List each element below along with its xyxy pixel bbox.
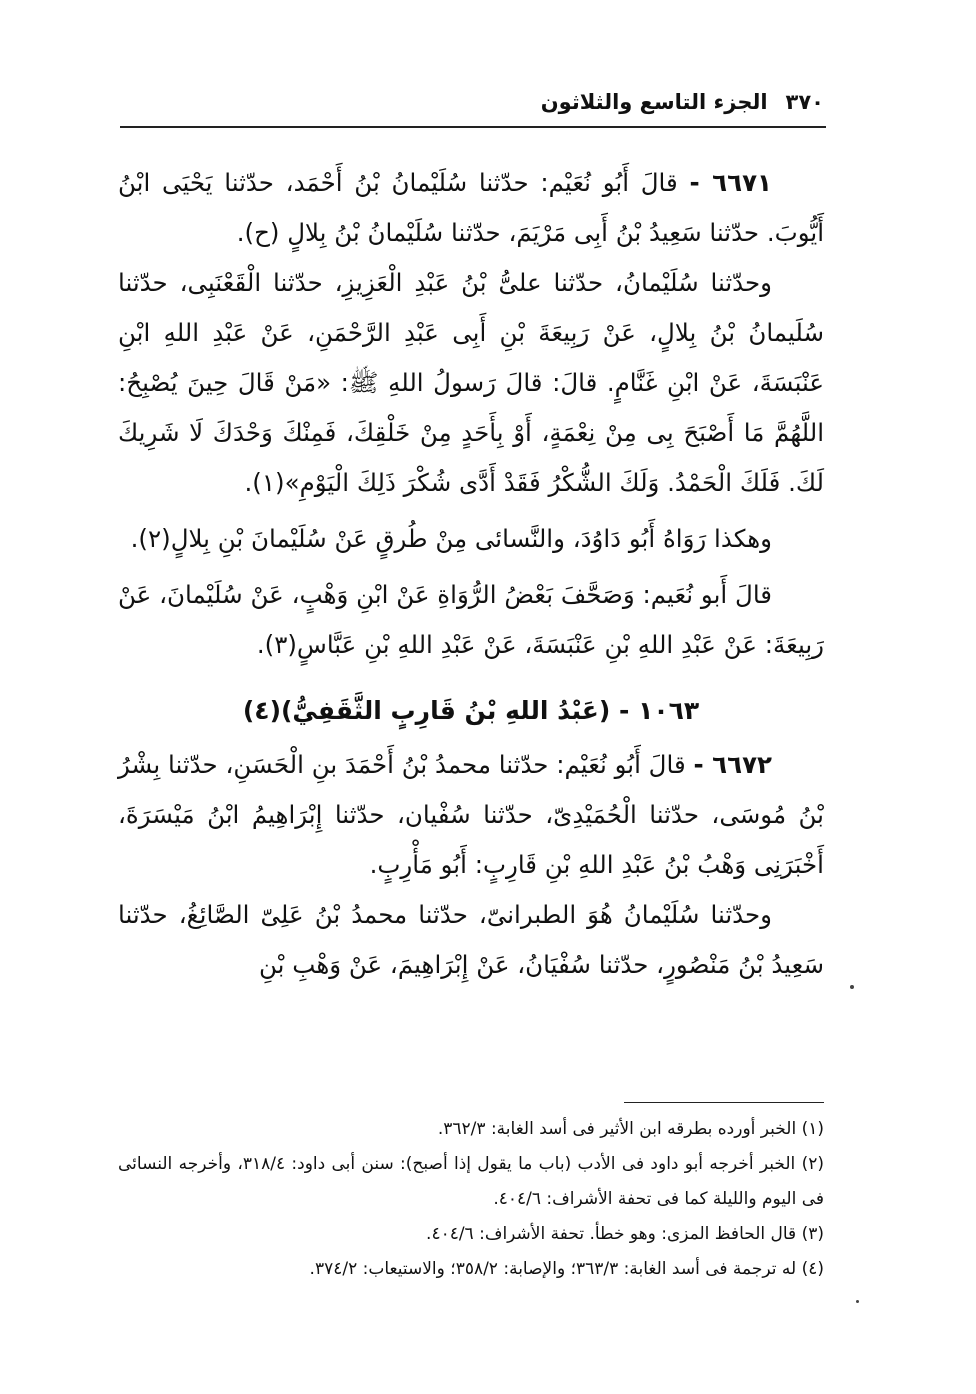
- footnote: (٣) قال الحافظ المزى: وهو خطأ. تحفة الأشراف: ٤٠٤/٦.: [426, 1224, 824, 1244]
- hadith-text: قالَ أَبُو نُعَيْم: حدّثنا سُلَيْمانُ بْنُ أَحْمَد، حدّثنا يَحْيَى ابْنُ أَيُّوبَ. حدّثنا سَعِيدُ بْنُ أَبِى مَرْيَمَ، حدّثنا سُلَيْمانُ بْنُ بِلالٍ (ح).: [118, 168, 824, 247]
- part-title: الجزء التاسع والثلاثون: [540, 90, 768, 114]
- comment-paragraph: قالَ أَبو نُعَيم: وَصَحَّفَ بَعْضُ الرُّوَاةِ عَنْ ابْنِ وَهْبٍ، عَنْ سُلَيْمانَ، عَنْ رَبِيعَةَ: عَنْ عَبْدِ اللهِ بْنِ عَنْبَسَةَ، عَنْ عَبْدِ اللهِ بْنِ عَبَّاسٍ(٣).: [118, 580, 824, 659]
- footnote: (٤) له ترجمة فى أسد الغابة: ٣٦٣/٣؛ والإصابة: ٣٥٨/٢؛ والاستيعاب: ٣٧٤/٢.: [309, 1259, 824, 1279]
- chain-paragraph: وحدّثنا سُلَيْمانُ، حدّثنا علىُّ بْنُ عَبْدِ الْعَزِيزِ، حدّثنا الْقَعْنَبِى، حدّثنا سُلَيمانُ بْنُ بِلالٍ، عَنْ رَبِيعَةَ بْنِ أَبِى عَبْدِ الرَّحْمَنِ، عَنْ عَبْدِ اللهِ ابْنِ عَنْبَسَةَ، عَنْ ابْنِ غَنَّامٍ. قالَ: قالَ رَسولُ اللهِ ﷺ: «مَنْ قَالَ حِينَ يُصْبِحُ: اللَّهُمَّ مَا أَصْبَحَ بِى مِنْ نِعْمَةٍ، أَوْ بِأَحَدٍ مِنْ خَلْقِكَ، فَمِنْكَ وَحْدَكَ لَا شَرِيكَ لَكَ. فَلَكَ الْحَمْدُ. وَلَكَ الشُّكْرُ فَقَدْ أَدَّى شُكْرَ ذَلِكَ الْيَوْمِ»(١).: [118, 268, 824, 497]
- hadith-number: ٦٦٧٢ -: [693, 750, 772, 779]
- chain-paragraph: وحدّثنا سُلَيْمانُ هُوَ الطبرانىّ، حدّثنا محمدُ بْنُ عَلِىّ الصَّائِغُ، حدّثنا سَعِيدُ بْنُ مَنْصُورٍ، حدّثنا سُفْيَانُ، عَنْ إِبْرَاهِيمَ، عَنْ وَهْبِ بْنِ: [118, 900, 824, 979]
- narration-paragraph: وهكذا رَوَاهُ أَبُو دَاوُدَ، والنَّسائى مِنْ طُرقٍ عَنْ سُلَيْمانَ بْنِ بِلالٍ(٢).: [130, 524, 772, 553]
- scan-speck: [856, 1300, 859, 1303]
- main-text: [118, 158, 824, 990]
- hadith-paragraph: [118, 740, 824, 890]
- running-header: [120, 84, 824, 120]
- page-number: ٣٧٠: [785, 90, 824, 114]
- section-heading: ١٠٦٣ - (عَبْدُ اللهِ بْنُ قَارِبٍ الثَّقَفِيُّ)(٤): [242, 696, 700, 725]
- hadith-text: قالَ أَبُو نُعَيْم: حدّثنا محمدُ بْنُ أَحْمَدَ بنِ الْحَسَنِ، حدّثنا بِشْرُ بْنُ مُوسَى، حدّثنا الْحُمَيْدِىّ، حدّثنا سُفْيان، حدّثنا إِبْرَاهِيمُ ابْنُ مَيْسَرَةَ، أَخْبَرَنِى وَهْبُ بْنُ عَبْدِ اللهِ بْنِ قَارِبٍ: أَبُو مَأْرِبٍ.: [118, 750, 824, 879]
- hadith-number: ٦٦٧١ -: [689, 168, 772, 197]
- footnote: (١) الخبر أورده بطرقه ابن الأثير فى أسد الغابة: ٣٦٢/٣.: [437, 1119, 824, 1139]
- footnote-divider: [624, 1102, 824, 1103]
- footnotes: [118, 1112, 824, 1287]
- footnote: (٢) الخبر أخرجه أبو داود فى الأدب (باب ما يقول إذا أصبح): سنن أبى داود: ٣١٨/٤، وأخرجه النسائى فى اليوم والليلة كما فى تحفة الأشراف: ٤٠٤/٦.: [118, 1154, 824, 1209]
- scan-speck: [850, 985, 854, 989]
- hadith-paragraph: [118, 158, 824, 258]
- header-divider: [120, 126, 826, 128]
